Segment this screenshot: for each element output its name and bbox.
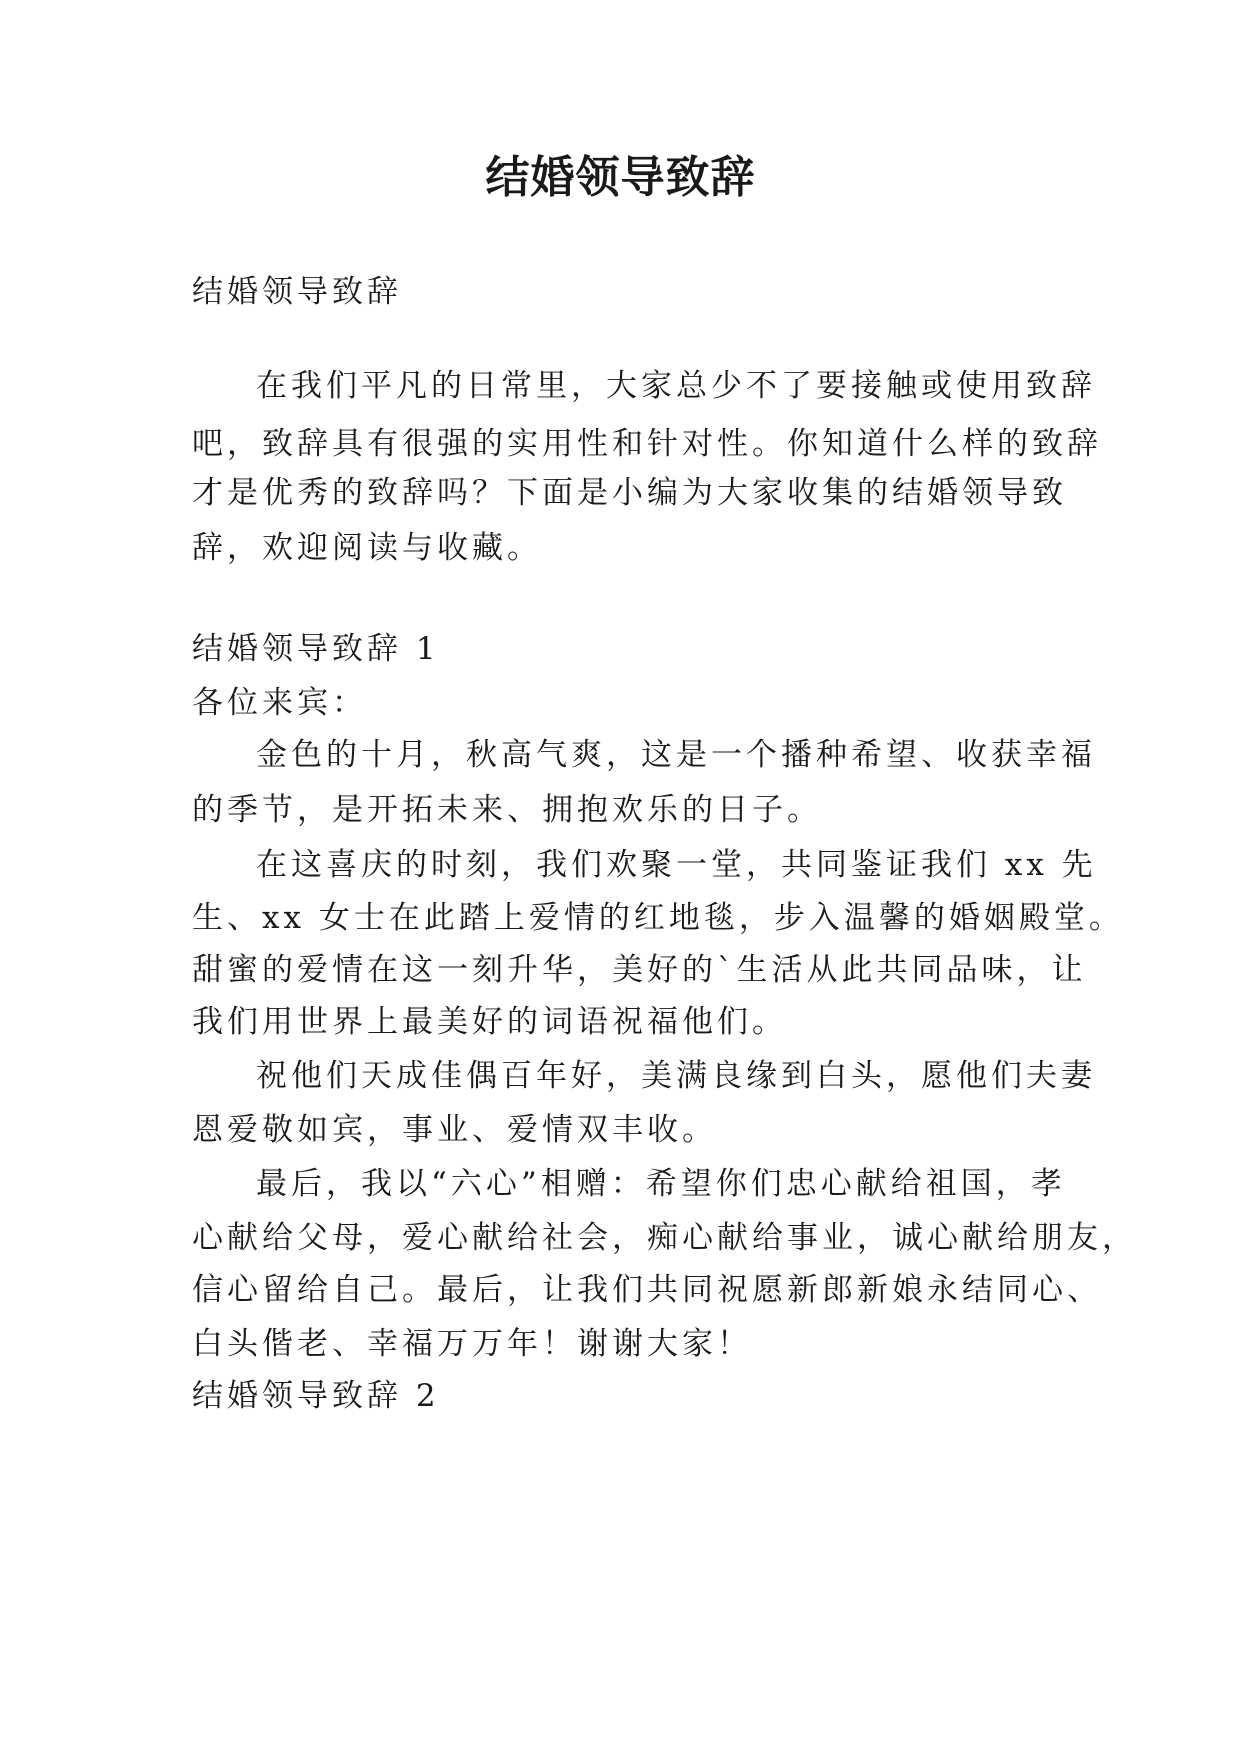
paragraph-line: 金色的十月，秋高气爽，这是一个播种希望、收获幸福 bbox=[256, 737, 1096, 773]
section-heading-1: 结婚领导致辞 1 bbox=[192, 631, 440, 667]
paragraph-line: 我们用世界上最美好的词语祝福他们。 bbox=[192, 1004, 787, 1040]
paragraph-line: 最后，我以“六心”相赠：希望你们忠心献给祖国，孝 bbox=[256, 1166, 1066, 1202]
paragraph-line: 吧，致辞具有很强的实用性和针对性。你知道什么样的致辞 bbox=[192, 426, 1102, 462]
paragraph-line: 信心留给自己。最后，让我们共同祝愿新郎新娘永结同心、 bbox=[192, 1272, 1102, 1308]
paragraph-line: 生、xx 女士在此踏上爱情的红地毯，步入温馨的婚姻殿堂。 bbox=[192, 900, 1124, 936]
paragraph-line: 在这喜庆的时刻，我们欢聚一堂，共同鉴证我们 xx 先 bbox=[256, 847, 1097, 883]
paragraph-line: 的季节，是开拓未来、拥抱欢乐的日子。 bbox=[192, 792, 822, 828]
paragraph-line: 辞，欢迎阅读与收藏。 bbox=[192, 530, 542, 566]
paragraph-line: 才是优秀的致辞吗？下面是小编为大家收集的结婚领导致 bbox=[192, 475, 1067, 511]
document-title: 结婚领导致辞 bbox=[485, 152, 756, 203]
paragraph-line: 白头偕老、幸福万万年！谢谢大家！ bbox=[192, 1326, 752, 1362]
section-heading-2: 结婚领导致辞 2 bbox=[192, 1378, 440, 1414]
paragraph-line: 甜蜜的爱情在这一刻升华，美好的`生活从此共同品味，让 bbox=[192, 952, 1087, 988]
paragraph-line: 恩爱敬如宾，事业、爱情双丰收。 bbox=[192, 1112, 717, 1148]
greeting: 各位来宾： bbox=[192, 685, 367, 721]
paragraph-line: 心献给父母，爱心献给社会，痴心献给事业，诚心献给朋友， bbox=[192, 1220, 1137, 1256]
document-subtitle: 结婚领导致辞 bbox=[192, 274, 402, 310]
paragraph-line: 在我们平凡的日常里，大家总少不了要接触或使用致辞 bbox=[256, 368, 1096, 404]
paragraph-line: 祝他们天成佳偶百年好，美满良缘到白头，愿他们夫妻 bbox=[256, 1058, 1096, 1094]
